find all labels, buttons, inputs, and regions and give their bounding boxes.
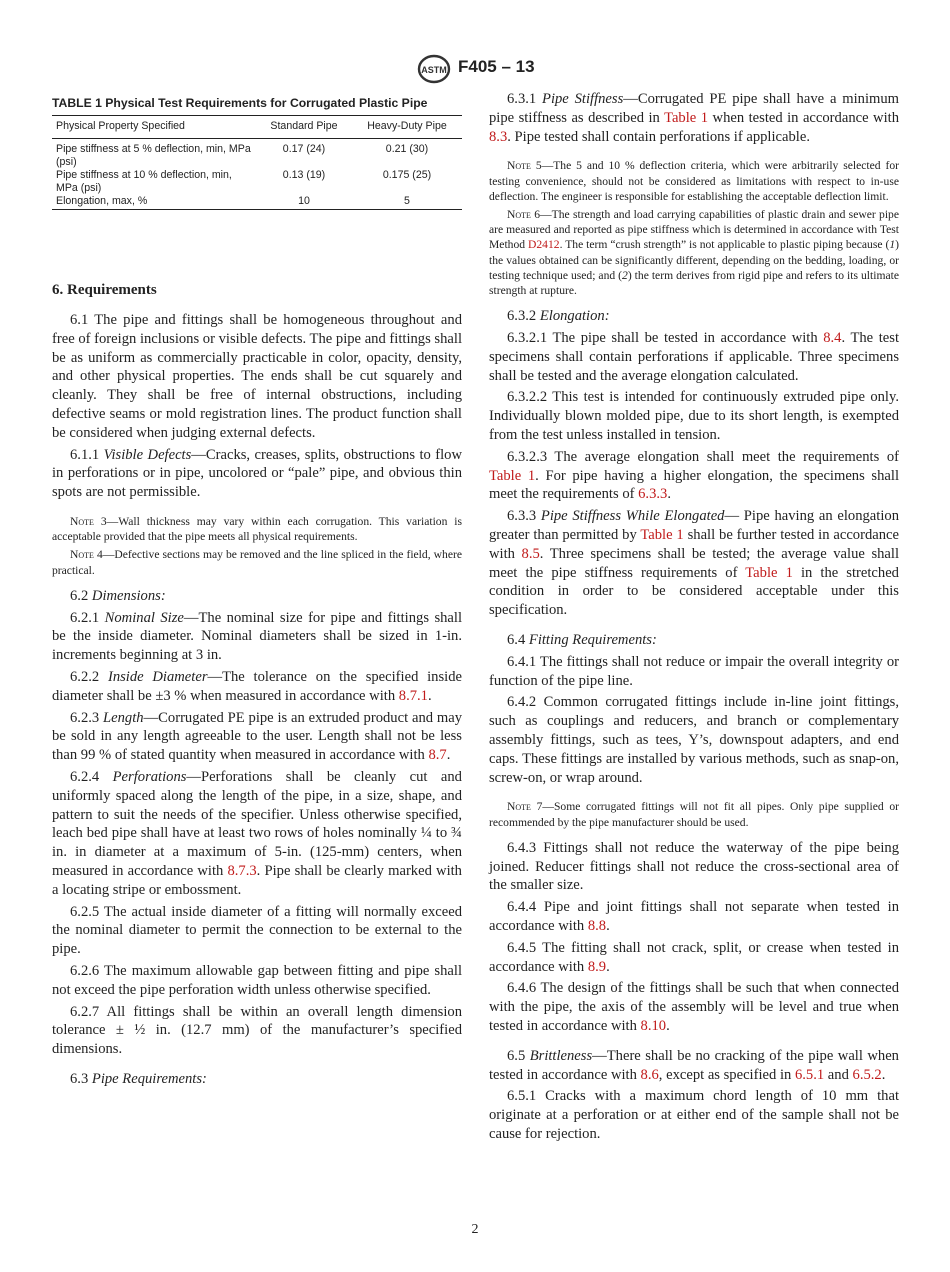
section-link[interactable]: 6.5.2 bbox=[852, 1066, 882, 1083]
paragraph-6-4-4: 6.4.4 Pipe and joint fittings shall not separate when tested in accordance with 8.8. bbox=[489, 899, 899, 934]
table-cell: 0.13 (19) bbox=[282, 169, 326, 181]
paragraph-6-4-3: 6.4.3 Fittings shall not reduce the waterway of the pipe being joined. Reducer fittings shall not reduce the cross-sectional area of the smaller size. bbox=[489, 839, 899, 894]
paragraph-6-2-7: 6.2.7 All fittings shall be within an overall length dimension tolerance ± ½ in. (12.7 mm) of the manufacturer’s specified dimensions. bbox=[52, 1003, 462, 1058]
page-header bbox=[0, 54, 950, 86]
table-cell: Pipe stiffness at 5 % deflection, min, MPa (psi) bbox=[56, 143, 251, 168]
table-cell: 0.175 (25) bbox=[382, 169, 432, 181]
section-link[interactable]: 8.3 bbox=[489, 128, 508, 145]
table-link[interactable]: Table 1 bbox=[745, 564, 793, 581]
section-link[interactable]: 8.9 bbox=[587, 958, 607, 975]
note-7: Note 7—Some corrugated fittings will not fit all pipes. Only pipe supplied or recommended by the pipe manufacturer should be used. bbox=[489, 800, 899, 829]
column-header: Heavy-Duty Pipe bbox=[352, 116, 462, 139]
paragraph-6-4-2: 6.4.2 Common corrugated fittings include in-line joint fittings, such as couplings and reducers, and branch or complementary assembly fittings, such as tees, Y’s, downspout adapters, and end caps. These fittings are installed by various methods, such as snap-on, screw-on, or wrap around. bbox=[489, 694, 899, 786]
table-cell: 0.21 (30) bbox=[385, 143, 429, 155]
section-link[interactable]: 6.3.3 bbox=[638, 486, 668, 503]
table-row bbox=[52, 195, 462, 210]
paragraph-6-4-6: 6.4.6 The design of the fittings shall be such that when connected with the pipe, the axis of the assembly will be level and true when tested in accordance with 8.10. bbox=[489, 980, 899, 1034]
document-designation: F405 – 13 bbox=[458, 57, 535, 76]
paragraph-6-3-2-3: 6.3.2.3 The average elongation shall meet the requirements of Table 1. For pipe having a higher elongation, the specimens shall meet the requirements of 6.3.3. bbox=[489, 448, 899, 503]
column-header: Standard Pipe bbox=[256, 116, 352, 139]
paragraph-6-1-1: 6.1.1 Visible Defects—Cracks, creases, splits, obstructions to flow in perforations or in pipe, uncolored or “pale” pipe, and obvious thin spots are not permissible. bbox=[52, 446, 462, 501]
paragraph-6-2-3: 6.2.3 Length—Corrugated PE pipe is an extruded product and may be sold in any length agreeable to the user. Length shall not be less than 99 % of stated quantity when measured in accordance with 8.7. bbox=[52, 709, 462, 764]
table-cell: 0.17 (24) bbox=[282, 143, 326, 155]
svg-text:ASTM: ASTM bbox=[421, 65, 447, 75]
table-cell: Elongation, max, % bbox=[52, 195, 256, 210]
paragraph-6-1: 6.1 The pipe and fittings shall be homogeneous throughout and free of foreign inclusions or visible defects. The pipe and fittings shall be as uniform as commercially practicable in color, opacity, density, and other physical properties. The ends shall be cut squarely and cleanly. They shall be free of internal obstructions, including defective seams or mold registration lines. The product function shall be considered when judging external defects. bbox=[52, 312, 462, 441]
table-link[interactable]: Table 1 bbox=[640, 526, 684, 543]
astm-logo-icon bbox=[416, 54, 452, 84]
paragraph-6-3-2: 6.3.2 Elongation: bbox=[507, 308, 610, 325]
paragraph-6-2-4: 6.2.4 Perforations—Perforations shall be cleanly cut and uniformly spaced along the length of the pipe, in a size, shape, and pattern to suit the needs of the specifier. Unless otherwise specified, leach bed pipe shall have at least two rows of holes nominally ¼ to ¾ in. in diameter at a maximum of 5-in. (125-mm) centers, when measured in accordance with 8.7.3. Pipe shall be clearly marked with a locating stripe or embossment. bbox=[52, 768, 462, 898]
section-link[interactable]: 6.5.1 bbox=[794, 1066, 825, 1083]
section-heading: 6. Requirements bbox=[52, 282, 157, 298]
table-row bbox=[52, 169, 462, 195]
table-title: TABLE 1 Physical Test Requirements for Corrugated Plastic Pipe bbox=[52, 96, 428, 110]
section-link[interactable]: 8.7 bbox=[428, 747, 447, 764]
paragraph-6-4-5: 6.4.5 The fitting shall not crack, split, or crease when tested in accordance with 8.9. bbox=[489, 939, 899, 975]
requirements-table bbox=[52, 115, 462, 210]
section-link[interactable]: 8.7.1 bbox=[398, 687, 428, 704]
paragraph-6-2-2: 6.2.2 Inside Diameter—The tolerance on the specified inside diameter shall be ±3 % when measured in accordance with 8.7.1. bbox=[52, 668, 462, 704]
paragraph-6-2-5: 6.2.5 The actual inside diameter of a fitting will normally exceed the nominal diameter to permit the connection to be external to the pipe. bbox=[52, 903, 462, 958]
paragraph-6-5: 6.5 Brittleness—There shall be no cracking of the pipe wall when tested in accordance with 8.6, except as specified in 6.5.1 and 6.5.2. bbox=[489, 1047, 899, 1083]
paragraph-6-3: 6.3 Pipe Requirements: bbox=[70, 1070, 207, 1087]
table-row bbox=[52, 139, 462, 170]
paragraph-6-2-6: 6.2.6 The maximum allowable gap between fitting and pipe shall not exceed the pipe perforation width unless otherwise specified. bbox=[52, 962, 462, 998]
test-method-link[interactable]: D2412 bbox=[528, 238, 560, 252]
paragraph-6-3-1: 6.3.1 Pipe Stiffness—Corrugated PE pipe shall have a minimum pipe stiffness as described in Table 1 when tested in accordance with 8.3. Pipe tested shall contain perforations if applicable. bbox=[489, 91, 900, 145]
page-number: 2 bbox=[471, 1222, 479, 1237]
section-link[interactable]: 8.6 bbox=[640, 1066, 659, 1083]
note-5: Note 5—The 5 and 10 % deflection criteria, which were arbitrarily selected for testing convenience, should not be considered as limitations with respect to in-use deflection. The engineer is responsible for establishing the acceptable deflection limit. bbox=[489, 159, 899, 203]
right-column bbox=[489, 90, 899, 1144]
note-4: Note 4—Defective sections may be removed and the line spliced in the field, where practical. bbox=[52, 548, 462, 577]
paragraph-6-5-1: 6.5.1 Cracks with a maximum chord length of 10 mm that originate at a perforation or at either end of the sample shall not be cause for rejection. bbox=[489, 1088, 899, 1142]
table-link[interactable]: Table 1 bbox=[489, 467, 536, 484]
left-column bbox=[52, 90, 462, 1089]
table-cell: Pipe stiffness at 10 % deflection, min, MPa (psi) bbox=[56, 169, 232, 194]
note-6: Note 6—The strength and load carrying capabilities of plastic drain and sewer pipe are measured and reported as pipe stiffness which is determined in accordance with Test Method D2412. The term “crush strength” is not applicable to plastic piping because (1) the values obtained can be significantly different, depending on the bedding, loading, or testing technique used; and (2) the term derives from rigid pipe and refers to its ultimate strength at rupture. bbox=[489, 208, 899, 298]
column-header: Physical Property Specified bbox=[52, 116, 256, 139]
table-link[interactable]: Table 1 bbox=[664, 109, 709, 126]
paragraph-6-4-1: 6.4.1 The fittings shall not reduce or impair the overall integrity or function of the pipe line. bbox=[489, 653, 899, 689]
section-link[interactable]: 8.4 bbox=[823, 330, 842, 347]
section-link[interactable]: 8.10 bbox=[640, 1017, 667, 1034]
paragraph-6-4: 6.4 Fitting Requirements: bbox=[507, 631, 657, 648]
section-link[interactable]: 8.5 bbox=[521, 545, 540, 562]
paragraph-6-2-1: 6.2.1 Nominal Size—The nominal size for pipe and fittings shall be the inside diameter. Nominal diameters shall be sized in 1-in. increments beginning at 3 in. bbox=[52, 609, 463, 664]
section-link[interactable]: 8.8 bbox=[587, 917, 607, 934]
paragraph-6-3-3: 6.3.3 Pipe Stiffness While Elongated— Pipe having an elongation greater than permitted by Table 1 shall be further tested in accordance with 8.5. Three specimens shall be tested; the average value shall meet the pipe stiffness requirements of Table 1 in the stretched condition in order to be considered acceptable under this specification. bbox=[489, 508, 900, 619]
paragraph-6-3-2-2: 6.3.2.2 This test is intended for continuously extruded pipe only. Individually blown molded pipe, due to its short length, is exempted from the test unless installed in tension. bbox=[489, 389, 899, 443]
note-3: Note 3—Wall thickness may vary within each corrugation. This variation is acceptable provided that the pipe meets all physical requirements. bbox=[52, 514, 462, 544]
section-link[interactable]: 8.7.3 bbox=[227, 862, 257, 879]
paragraph-6-3-2-1: 6.3.2.1 The pipe shall be tested in accordance with 8.4. The test specimens shall contain perforations if applicable. Three specimens shall be tested and the average elongation calculated. bbox=[489, 330, 899, 384]
table-cell: 10 bbox=[256, 195, 352, 210]
table-cell: 5 bbox=[352, 195, 462, 210]
paragraph-6-2: 6.2 Dimensions: bbox=[70, 587, 166, 604]
